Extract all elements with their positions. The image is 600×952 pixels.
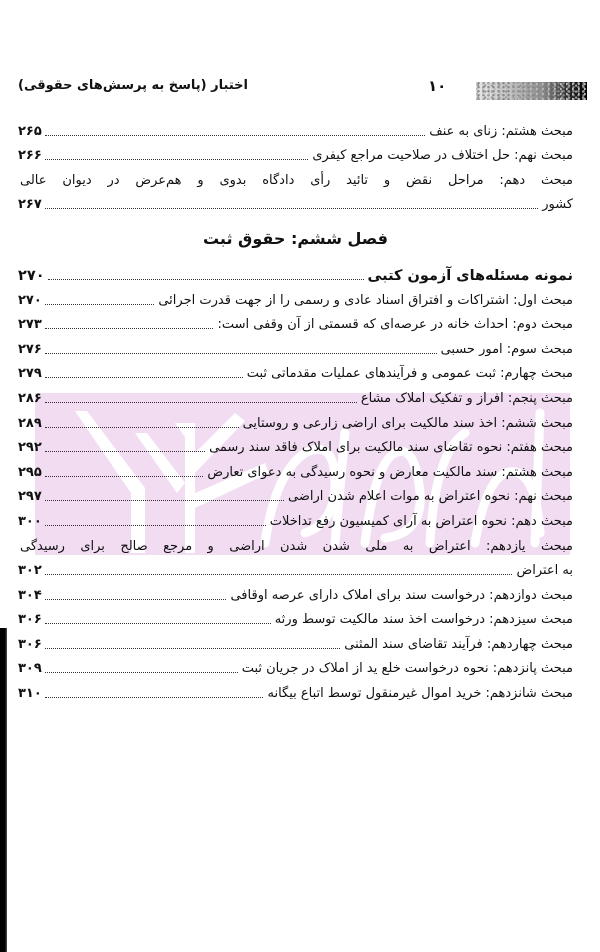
toc-entry[interactable] <box>18 334 573 359</box>
toc-entry-title: مبحث سیزدهم: درخواست اخذ سند مالکیت توسط ورثه <box>274 612 573 628</box>
toc-entry-page: ۳۰۲ <box>18 563 42 579</box>
toc-entry-page: ۲۸۶ <box>18 390 42 406</box>
toc-entry-page: ۳۱۰ <box>18 686 42 702</box>
leader-dots <box>45 598 227 600</box>
toc-entry[interactable] <box>18 605 573 630</box>
toc-entry-page: ۳۰۹ <box>18 661 42 677</box>
toc-entry[interactable] <box>18 116 573 141</box>
toc-entry-title: مبحث هشتم: زنای به عنف <box>429 123 573 139</box>
leader-dots <box>45 499 284 501</box>
toc-entry[interactable] <box>18 457 573 482</box>
leader-dots <box>45 327 214 329</box>
leader-dots <box>45 671 238 673</box>
toc-entry-page: ۳۰۴ <box>18 587 42 603</box>
toc-entry-page: ۲۷۶ <box>18 341 42 357</box>
leader-dots <box>45 696 264 698</box>
toc-entry-title: مبحث یازدهم: اعتراض به ملی شدن شدن اراضی و مرجع صالح برای رسیدگی <box>20 538 573 554</box>
toc-entry-title: مبحث هفتم: نحوه تقاضای سند مالکیت برای املاک فاقد سند رسمی <box>209 440 573 456</box>
toc-entry-page: ۲۶۶ <box>18 148 42 164</box>
table-of-contents <box>18 116 573 703</box>
toc-entry-page: ۲۷۳ <box>18 317 42 333</box>
leader-dots <box>45 622 271 624</box>
toc-entry[interactable] <box>18 506 573 531</box>
toc-entry-title: مبحث چهارم: ثبت عمومی و فرآیندهای عملیات مقدماتی ثبت <box>246 366 573 382</box>
toc-entry-title: مبحث اول: اشتراکات و افتراق اسناد عادی و رسمی را از جهت قدرت اجرائی <box>158 292 573 308</box>
toc-entry-title: مبحث دهم: نحوه اعتراض به آرای کمیسیون رفع تداخلات <box>269 513 573 529</box>
toc-entry[interactable] <box>18 408 573 433</box>
page-number: ۱۰ <box>428 77 447 95</box>
toc-entry-line2[interactable] <box>18 190 573 215</box>
page-header <box>0 70 600 110</box>
leader-dots <box>45 352 437 354</box>
toc-entry-section[interactable] <box>18 260 573 285</box>
toc-entry-title: مبحث چهاردهم: فرآیند تقاضای سند المثنی <box>344 636 573 652</box>
toc-entry-line2[interactable] <box>18 556 573 581</box>
leader-dots <box>45 573 513 575</box>
toc-entry-line1[interactable] <box>18 165 573 190</box>
leader-dots <box>45 158 309 160</box>
toc-entry[interactable] <box>18 359 573 384</box>
leader-dots <box>45 450 205 452</box>
toc-entry-title: مبحث نهم: حل اختلاف در صلاحیت مراجع کیفری <box>312 148 573 164</box>
toc-entry[interactable] <box>18 654 573 679</box>
toc-entry-page: ۲۷۰ <box>18 267 45 284</box>
toc-entry[interactable] <box>18 482 573 507</box>
leader-dots <box>45 303 155 305</box>
toc-entry[interactable] <box>18 629 573 654</box>
leader-dots <box>45 207 538 209</box>
toc-entry-title-cont: کشور <box>542 197 573 213</box>
scan-edge-shadow <box>0 628 7 952</box>
leader-dots <box>45 524 266 526</box>
toc-entry[interactable] <box>18 580 573 605</box>
leader-dots <box>45 475 204 477</box>
toc-entry-page: ۳۰۰ <box>18 513 42 529</box>
toc-entry[interactable] <box>18 285 573 310</box>
leader-dots <box>45 376 243 378</box>
toc-entry-title: مبحث پانزدهم: نحوه درخواست خلع ید از املاک در جریان ثبت <box>241 661 573 677</box>
toc-entry[interactable] <box>18 141 573 166</box>
leader-dots <box>45 647 340 649</box>
leader-dots <box>45 134 425 136</box>
toc-entry-title: مبحث دوم: احداث خانه در عرصه‌ای که قسمتی از آن وقفی است: <box>217 317 573 333</box>
toc-entry-title: مبحث دوازدهم: درخواست سند برای املاک دارای عرصه اوقافی <box>230 587 573 603</box>
toc-entry-page: ۲۷۰ <box>18 292 42 308</box>
toc-entry-title: مبحث پنجم: افراز و تفکیک املاک مشاع <box>360 390 573 406</box>
toc-entry-page: ۲۶۷ <box>18 197 42 213</box>
toc-entry-page: ۳۰۶ <box>18 636 42 652</box>
running-head-title: اختبار (پاسخ به پرسش‌های حقوقی) <box>18 78 248 93</box>
toc-entry-page: ۲۶۵ <box>18 123 42 139</box>
leader-dots <box>45 401 357 403</box>
toc-entry-page: ۲۹۷ <box>18 489 42 505</box>
toc-entry-page: ۲۹۵ <box>18 464 42 480</box>
toc-entry-page: ۳۰۶ <box>18 612 42 628</box>
toc-entry[interactable] <box>18 433 573 458</box>
toc-entry[interactable] <box>18 310 573 335</box>
toc-entry-title: مبحث نهم: نحوه اعتراض به موات اعلام شدن اراضی <box>287 489 573 505</box>
toc-entry-line1[interactable] <box>18 531 573 556</box>
leader-dots <box>48 278 364 280</box>
toc-entry-page: ۲۷۹ <box>18 366 42 382</box>
toc-entry-page: ۲۸۹ <box>18 415 42 431</box>
toc-entry-title: نمونه مسئله‌های آزمون کتبی <box>367 267 573 284</box>
chapter-title: فصل ششم: حقوق ثبت <box>202 229 389 249</box>
toc-entry[interactable] <box>18 678 573 703</box>
toc-entry-title: مبحث ششم: اخذ سند مالکیت برای اراضی زارعی و روستایی <box>242 415 573 431</box>
leader-dots <box>45 426 239 428</box>
toc-entry-title-cont: به اعتراض <box>516 563 573 579</box>
toc-entry[interactable] <box>18 383 573 408</box>
toc-entry-title: مبحث هشتم: سند مالکیت معارض و نحوه رسیدگی به دعوای تعارض <box>207 464 573 480</box>
toc-entry-title: مبحث شانزدهم: خرید اموال غیرمنقول توسط اتباع بیگانه <box>267 686 573 702</box>
header-decorative-bar <box>476 82 587 100</box>
toc-entry-page: ۲۹۲ <box>18 440 42 456</box>
toc-entry-title: مبحث دهم: مراحل نقض و تائید رأی دادگاه بدوی و هم‌عرض در دیوان عالی <box>20 172 573 188</box>
toc-entry-title: مبحث سوم: امور حسبی <box>440 341 573 357</box>
